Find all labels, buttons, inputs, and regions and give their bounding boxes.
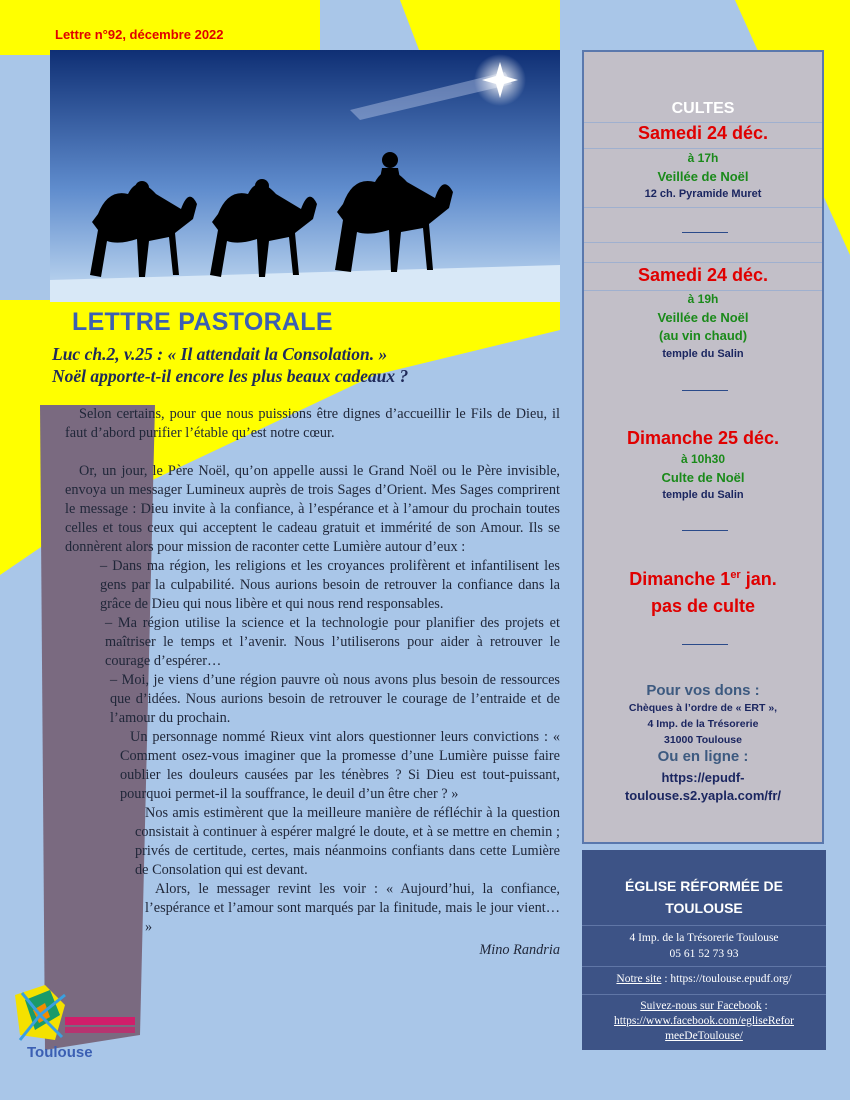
paragraph-rieux: Un personnage nommé Rieux vint alors questionner leurs convictions : « Comment osez-vous imaginer que la promesse d’une Lumière puisse faire oublier les douleurs causées par les ténèbres ? Si Dieu est tout-puissant, pourquoi permet-il la souffrance, le deuil d’un être cher ? »	[120, 729, 560, 802]
event-3-time: à 10h30	[680, 452, 726, 466]
church-website[interactable]: Notre site : https://toulouse.epudf.org/	[616, 973, 792, 985]
event-2-date: Samedi 24 déc.	[637, 265, 769, 285]
three-kings-image	[50, 50, 560, 302]
church-logo	[15, 985, 135, 1045]
cultes-sidebar	[582, 50, 824, 844]
paragraph-intro: Selon certains, pour que nous puissions être dignes d’accueillir le Fils de Dieu, il faut d’abord purifier l’étable qu’est notre cœur.	[65, 406, 560, 441]
event-2-place: temple du Salin	[662, 348, 744, 360]
paragraph-sage-2: – Ma région utilise la science et la technologie pour planifier des projets et maîtriser le temps et l’avenir. Nous l’utiliserons pour aider à retrouver le courage d’espérer…	[105, 615, 560, 669]
event-2-name-extra: (au vin chaud)	[658, 328, 748, 343]
church-facebook-url-2[interactable]: meeDeToulouse/	[665, 1030, 743, 1042]
online-url-line-2[interactable]: toulouse.s2.yapla.com/fr/	[624, 788, 782, 803]
dons-line-3: 31000 Toulouse	[663, 734, 742, 746]
church-contact-panel	[582, 850, 826, 1050]
church-address: 4 Imp. de la Trésorerie Toulouse	[629, 932, 779, 944]
online-title: Ou en ligne :	[657, 748, 749, 765]
event-1-place: 12 ch. Pyramide Muret	[644, 188, 762, 200]
subtitle-verse: Luc ch.2, v.25 : « Il attendait la Consolation. »	[52, 344, 388, 364]
event-3-place: temple du Salin	[662, 489, 744, 501]
paragraph-sage-3: – Moi, je viens d’une région pauvre où nous avons plus besoin de ressources que d’idées. Nous aurions besoin de retrouver le courage de l’entraide et de l’amour du prochain.	[110, 672, 560, 726]
letter-body	[60, 405, 560, 960]
logo-city: Toulouse	[27, 1044, 93, 1061]
paragraph-story: Or, un jour, le Père Noël, qu’on appelle aussi le Grand Noël ou le Père invisible, envoya un messager Lumineux auprès de trois Sages d’Orient. Mes Sages comprirent le message : Dieu invite à la confiance, à l’espérance et à l’amour du prochain toutes celles et tous ceux qui acceptent le cadeau gratuit et immérité de son Amour. Ils se donnèrent alors pour mission de raconter cette Lumière autour d’eux :	[65, 463, 560, 555]
event-4-note: pas de culte	[650, 596, 756, 616]
page-title: LETTRE PASTORALE	[72, 308, 333, 336]
event-2-name: Veillée de Noël	[657, 310, 749, 325]
subtitle-question: Noël apporte-t-il encore les plus beaux cadeaux ?	[52, 366, 409, 386]
church-facebook-label: Suivez-nous sur Facebook :	[640, 1000, 768, 1012]
issue-number: Lettre n°92, décembre 2022	[55, 27, 224, 42]
dons-line-1: Chèques à l’ordre de « ERT »,	[628, 702, 778, 714]
event-3-name: Culte de Noël	[661, 470, 745, 485]
church-name-line-2: TOULOUSE	[665, 900, 743, 916]
church-name-line-1: ÉGLISE RÉFORMÉE DE	[625, 878, 783, 894]
dons-line-2: 4 Imp. de la Trésorerie	[647, 718, 759, 730]
signature: Mino Randria	[479, 942, 560, 958]
dons-title: Pour vos dons :	[646, 682, 760, 699]
event-1-date: Samedi 24 déc.	[637, 123, 769, 143]
event-1-name: Veillée de Noël	[657, 169, 749, 184]
church-facebook-url-1[interactable]: https://www.facebook.com/egliseRefor	[613, 1015, 794, 1027]
paragraph-sage-1: – Dans ma région, les religions et les croyances prolifèrent et infantilisent les gens par la culpabilité. Nous aurions besoin de retrouver la confiance dans la grâce de Dieu qui nous libère et qui nous rend responsables.	[100, 558, 560, 612]
event-3-date: Dimanche 25 déc.	[626, 428, 780, 448]
church-phone: 05 61 52 73 93	[669, 948, 739, 960]
paragraph-messenger: Alors, le messager revint les voir : « Aujourd’hui, la confiance, l’espérance et l’amour sont marqués par la finitude, mais le jour vient… »	[145, 881, 560, 935]
paragraph-response: Nos amis estimèrent que la meilleure manière de réfléchir à la question consistait à continuer à espérer malgré le doute, et à se mettre en chemin ; privés de certitude, certes, mais néanmoins confiants dans cette Lumière de Consolation qui est devant.	[135, 805, 560, 878]
event-2-time: à 19h	[687, 292, 719, 306]
online-url-line-1[interactable]: https://epudf-	[661, 770, 745, 785]
cultes-heading: CULTES	[671, 100, 735, 117]
event-1-time: à 17h	[687, 151, 719, 165]
event-4-date: Dimanche 1er jan.	[629, 569, 777, 589]
